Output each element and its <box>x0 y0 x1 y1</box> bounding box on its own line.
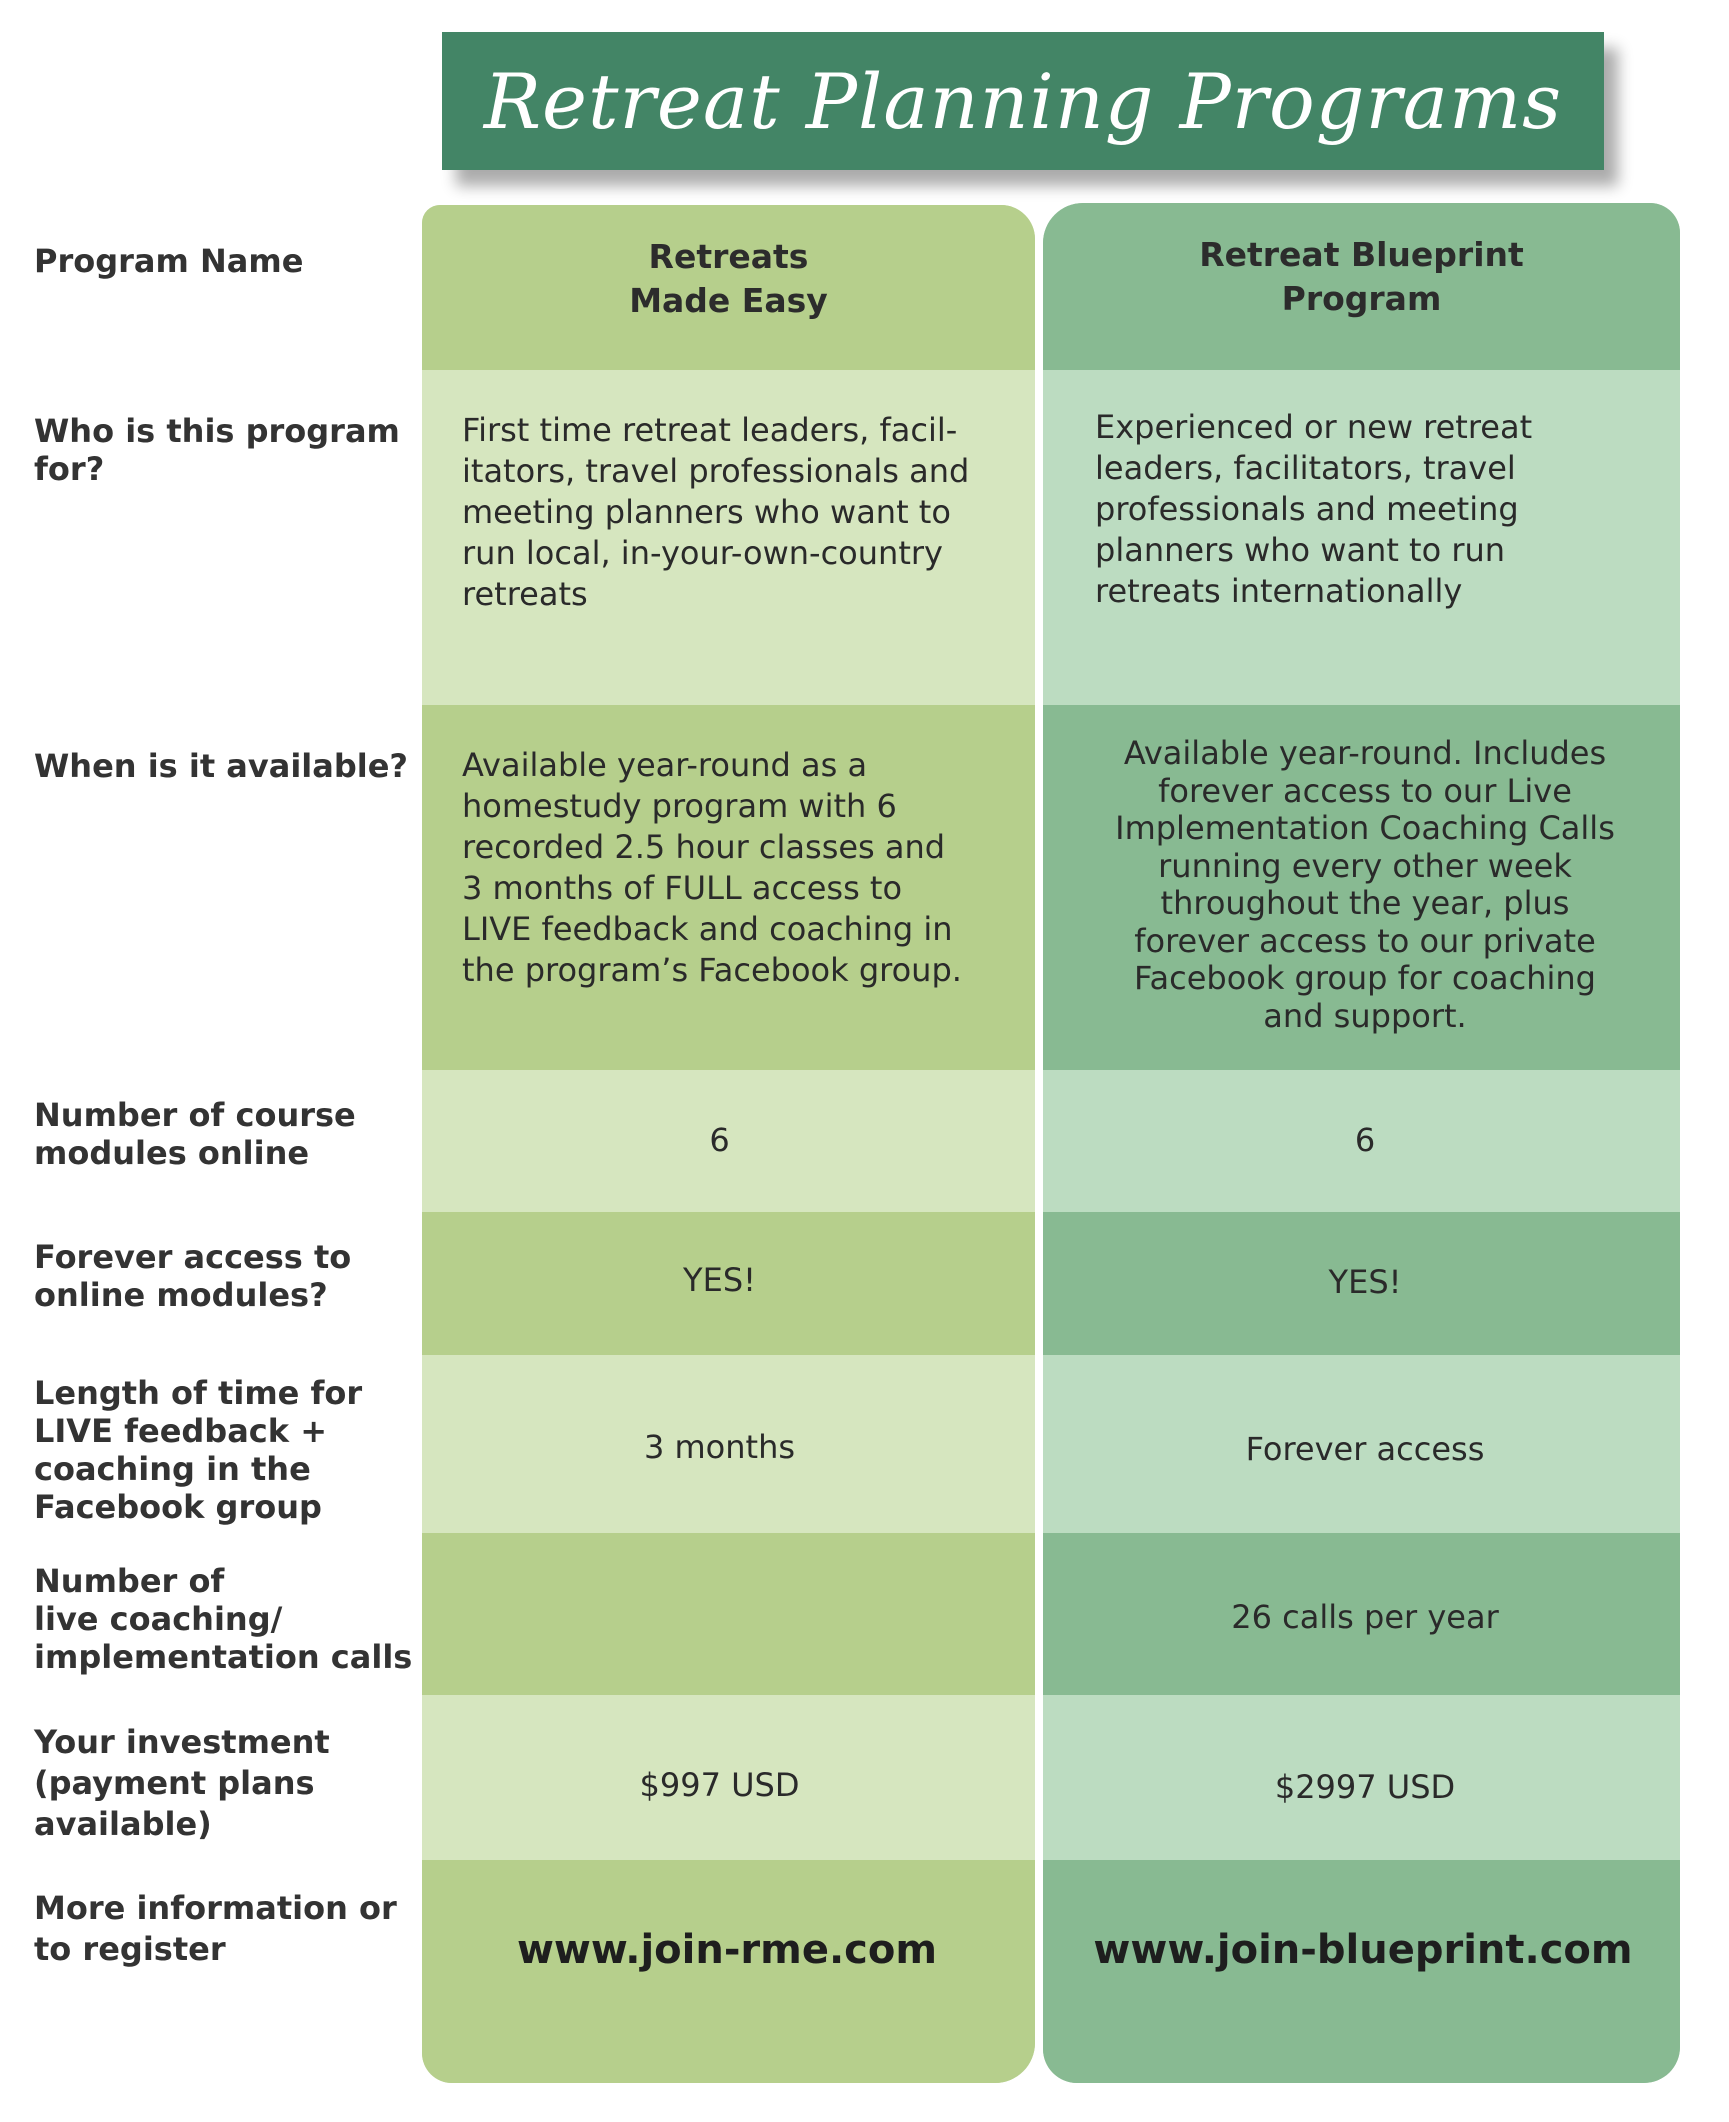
label-calls: Number of live coaching/ implementation calls <box>34 1562 413 1676</box>
label-modules: Number of course modules online <box>34 1096 356 1172</box>
investment-rme: $997 USD <box>639 1766 800 1804</box>
when-blueprint: Available year-round. Includes forever access to our Live Implementation Coaching Calls running every other week throughout the year, plus forever access to our private Facebook group for coaching and support. <box>1115 734 1615 1035</box>
program-name-rme: Retreats Made Easy <box>629 237 828 320</box>
url-blueprint[interactable]: www.join-blueprint.com <box>1093 1927 1633 1973</box>
modules-rme: 6 <box>709 1121 730 1159</box>
label-investment: Your investment (payment plans available) <box>34 1723 330 1843</box>
program-name-blueprint: Retreat Blueprint Program <box>1199 235 1524 318</box>
url-rme[interactable]: www.join-rme.com <box>516 1927 938 1973</box>
when-rme: Available year-round as a homestudy program with 6 recorded 2.5 hour classes and 3 months of FULL access to LIVE feedback and coaching in the program’s Facebook group. <box>462 746 962 989</box>
length-blueprint: Forever access <box>1245 1430 1485 1468</box>
label-who: Who is this program for? <box>34 412 400 488</box>
label-forever: Forever access to online modules? <box>34 1238 352 1314</box>
investment-blueprint: $2997 USD <box>1274 1768 1456 1806</box>
label-program-name: Program Name <box>34 242 304 280</box>
label-when: When is it available? <box>34 747 408 785</box>
band-calls <box>422 1533 1035 1695</box>
who-rme: First time retreat leaders, facil- itators, travel professionals and meeting planners who want to run local, in-your-own-country retreats <box>462 411 970 613</box>
length-rme: 3 months <box>643 1428 796 1466</box>
who-blueprint: Experienced or new retreat leaders, facilitators, travel professionals and meeting planners who want to run retreats internationally <box>1095 408 1533 610</box>
title-banner <box>442 32 1604 170</box>
modules-blueprint: 6 <box>1354 1121 1376 1159</box>
calls-blueprint: 26 calls per year <box>1231 1598 1499 1636</box>
label-length: Length of time for LIVE feedback + coaching in the Facebook group <box>34 1374 363 1526</box>
forever-blueprint: YES! <box>1328 1263 1402 1301</box>
label-more-info: More information or to register <box>34 1889 397 1968</box>
page-title: Retreat Planning Programs <box>483 56 1563 146</box>
forever-rme: YES! <box>683 1261 756 1299</box>
